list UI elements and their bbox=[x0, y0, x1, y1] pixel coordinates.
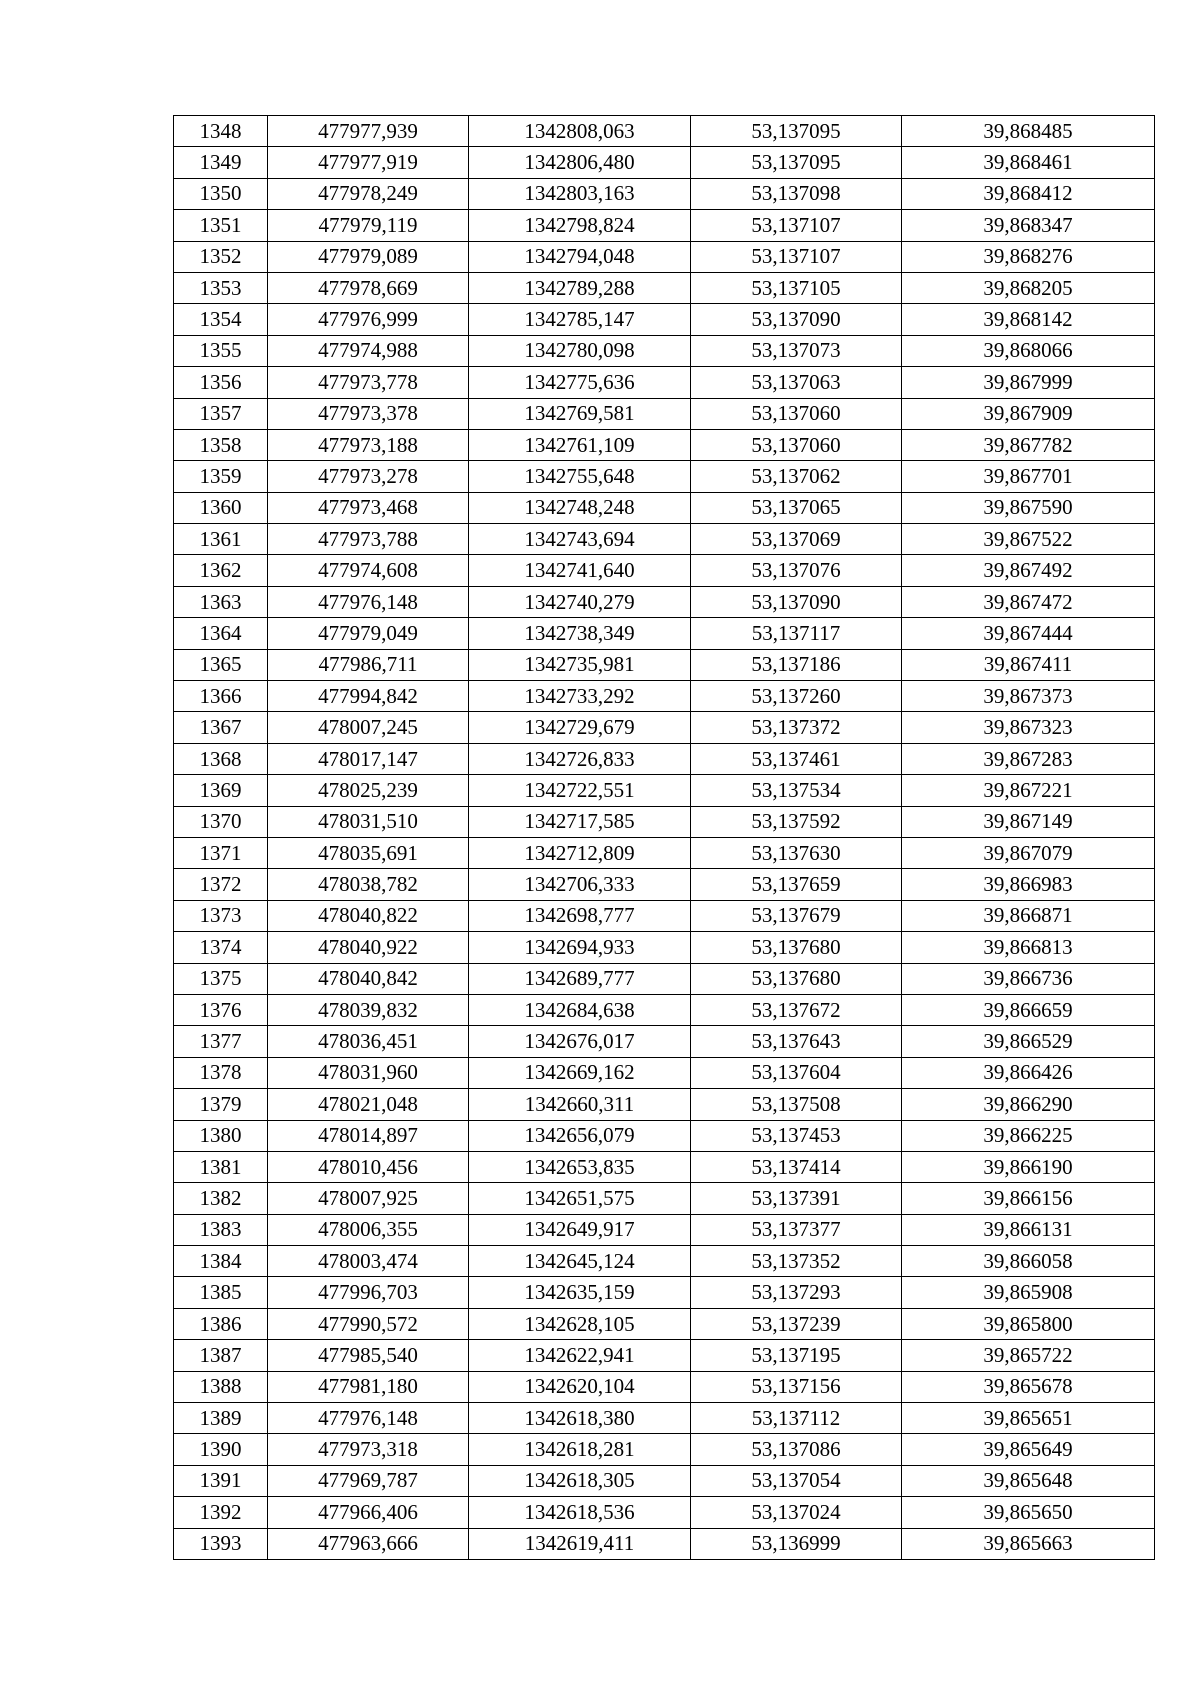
latitude-cell: 53,137062 bbox=[691, 461, 902, 492]
latitude-cell: 53,137095 bbox=[691, 147, 902, 178]
latitude-cell: 53,137107 bbox=[691, 210, 902, 241]
latitude-cell: 53,137024 bbox=[691, 1497, 902, 1528]
point-number-cell: 1369 bbox=[174, 775, 268, 806]
longitude-cell: 39,867323 bbox=[902, 712, 1155, 743]
latitude-cell: 53,137680 bbox=[691, 932, 902, 963]
y-coordinate-cell: 1342794,048 bbox=[469, 241, 691, 272]
y-coordinate-cell: 1342780,098 bbox=[469, 335, 691, 366]
longitude-cell: 39,867411 bbox=[902, 649, 1155, 680]
longitude-cell: 39,868276 bbox=[902, 241, 1155, 272]
x-coordinate-cell: 477973,318 bbox=[268, 1434, 469, 1465]
table-row bbox=[174, 1026, 1155, 1057]
longitude-cell: 39,867079 bbox=[902, 837, 1155, 868]
x-coordinate-cell: 478040,822 bbox=[268, 900, 469, 931]
longitude-cell: 39,866156 bbox=[902, 1183, 1155, 1214]
latitude-cell: 53,137508 bbox=[691, 1089, 902, 1120]
y-coordinate-cell: 1342635,159 bbox=[469, 1277, 691, 1308]
table-row bbox=[174, 837, 1155, 868]
x-coordinate-cell: 477977,919 bbox=[268, 147, 469, 178]
point-number-cell: 1384 bbox=[174, 1246, 268, 1277]
point-number-cell: 1361 bbox=[174, 524, 268, 555]
longitude-cell: 39,866659 bbox=[902, 994, 1155, 1025]
point-number-cell: 1381 bbox=[174, 1151, 268, 1182]
table-row bbox=[174, 304, 1155, 335]
y-coordinate-cell: 1342789,288 bbox=[469, 272, 691, 303]
point-number-cell: 1357 bbox=[174, 398, 268, 429]
point-number-cell: 1377 bbox=[174, 1026, 268, 1057]
point-number-cell: 1372 bbox=[174, 869, 268, 900]
longitude-cell: 39,867590 bbox=[902, 492, 1155, 523]
point-number-cell: 1348 bbox=[174, 116, 268, 147]
x-coordinate-cell: 478017,147 bbox=[268, 743, 469, 774]
table-row bbox=[174, 147, 1155, 178]
table-row bbox=[174, 618, 1155, 649]
point-number-cell: 1385 bbox=[174, 1277, 268, 1308]
longitude-cell: 39,866190 bbox=[902, 1151, 1155, 1182]
latitude-cell: 53,137086 bbox=[691, 1434, 902, 1465]
point-number-cell: 1360 bbox=[174, 492, 268, 523]
x-coordinate-cell: 478007,925 bbox=[268, 1183, 469, 1214]
longitude-cell: 39,867149 bbox=[902, 806, 1155, 837]
table-row bbox=[174, 524, 1155, 555]
longitude-cell: 39,868412 bbox=[902, 178, 1155, 209]
latitude-cell: 53,137073 bbox=[691, 335, 902, 366]
x-coordinate-cell: 478021,048 bbox=[268, 1089, 469, 1120]
point-number-cell: 1370 bbox=[174, 806, 268, 837]
x-coordinate-cell: 477973,788 bbox=[268, 524, 469, 555]
y-coordinate-cell: 1342628,105 bbox=[469, 1308, 691, 1339]
table-row bbox=[174, 1277, 1155, 1308]
x-coordinate-cell: 478035,691 bbox=[268, 837, 469, 868]
x-coordinate-cell: 478036,451 bbox=[268, 1026, 469, 1057]
y-coordinate-cell: 1342706,333 bbox=[469, 869, 691, 900]
table-row bbox=[174, 398, 1155, 429]
x-coordinate-cell: 477979,089 bbox=[268, 241, 469, 272]
latitude-cell: 53,137107 bbox=[691, 241, 902, 272]
longitude-cell: 39,865908 bbox=[902, 1277, 1155, 1308]
x-coordinate-cell: 477973,468 bbox=[268, 492, 469, 523]
longitude-cell: 39,865722 bbox=[902, 1340, 1155, 1371]
x-coordinate-cell: 477976,148 bbox=[268, 1403, 469, 1434]
latitude-cell: 53,137592 bbox=[691, 806, 902, 837]
latitude-cell: 53,137186 bbox=[691, 649, 902, 680]
x-coordinate-cell: 477973,188 bbox=[268, 429, 469, 460]
x-coordinate-cell: 477981,180 bbox=[268, 1371, 469, 1402]
latitude-cell: 53,137293 bbox=[691, 1277, 902, 1308]
latitude-cell: 53,137117 bbox=[691, 618, 902, 649]
table-row bbox=[174, 900, 1155, 931]
table-row bbox=[174, 1465, 1155, 1496]
latitude-cell: 53,137659 bbox=[691, 869, 902, 900]
y-coordinate-cell: 1342722,551 bbox=[469, 775, 691, 806]
table-row bbox=[174, 1528, 1155, 1559]
longitude-cell: 39,867283 bbox=[902, 743, 1155, 774]
table-row bbox=[174, 492, 1155, 523]
latitude-cell: 53,137156 bbox=[691, 1371, 902, 1402]
point-number-cell: 1380 bbox=[174, 1120, 268, 1151]
latitude-cell: 53,137260 bbox=[691, 681, 902, 712]
latitude-cell: 53,137054 bbox=[691, 1465, 902, 1496]
point-number-cell: 1350 bbox=[174, 178, 268, 209]
point-number-cell: 1376 bbox=[174, 994, 268, 1025]
y-coordinate-cell: 1342798,824 bbox=[469, 210, 691, 241]
table-row bbox=[174, 1089, 1155, 1120]
x-coordinate-cell: 477974,988 bbox=[268, 335, 469, 366]
latitude-cell: 53,137643 bbox=[691, 1026, 902, 1057]
table-row bbox=[174, 1340, 1155, 1371]
point-number-cell: 1383 bbox=[174, 1214, 268, 1245]
y-coordinate-cell: 1342775,636 bbox=[469, 367, 691, 398]
point-number-cell: 1378 bbox=[174, 1057, 268, 1088]
x-coordinate-cell: 477976,148 bbox=[268, 586, 469, 617]
point-number-cell: 1393 bbox=[174, 1528, 268, 1559]
point-number-cell: 1363 bbox=[174, 586, 268, 617]
table-row bbox=[174, 461, 1155, 492]
table-row bbox=[174, 272, 1155, 303]
y-coordinate-cell: 1342738,349 bbox=[469, 618, 691, 649]
table-row bbox=[174, 775, 1155, 806]
y-coordinate-cell: 1342645,124 bbox=[469, 1246, 691, 1277]
latitude-cell: 53,137352 bbox=[691, 1246, 902, 1277]
x-coordinate-cell: 477969,787 bbox=[268, 1465, 469, 1496]
table-row bbox=[174, 1057, 1155, 1088]
latitude-cell: 53,137377 bbox=[691, 1214, 902, 1245]
y-coordinate-cell: 1342689,777 bbox=[469, 963, 691, 994]
latitude-cell: 53,136999 bbox=[691, 1528, 902, 1559]
table-row bbox=[174, 555, 1155, 586]
table-row bbox=[174, 586, 1155, 617]
point-number-cell: 1386 bbox=[174, 1308, 268, 1339]
longitude-cell: 39,867472 bbox=[902, 586, 1155, 617]
latitude-cell: 53,137680 bbox=[691, 963, 902, 994]
y-coordinate-cell: 1342712,809 bbox=[469, 837, 691, 868]
table-row bbox=[174, 806, 1155, 837]
longitude-cell: 39,867522 bbox=[902, 524, 1155, 555]
point-number-cell: 1391 bbox=[174, 1465, 268, 1496]
point-number-cell: 1390 bbox=[174, 1434, 268, 1465]
point-number-cell: 1365 bbox=[174, 649, 268, 680]
y-coordinate-cell: 1342618,281 bbox=[469, 1434, 691, 1465]
point-number-cell: 1379 bbox=[174, 1089, 268, 1120]
point-number-cell: 1373 bbox=[174, 900, 268, 931]
y-coordinate-cell: 1342741,640 bbox=[469, 555, 691, 586]
longitude-cell: 39,865663 bbox=[902, 1528, 1155, 1559]
longitude-cell: 39,865678 bbox=[902, 1371, 1155, 1402]
latitude-cell: 53,137604 bbox=[691, 1057, 902, 1088]
y-coordinate-cell: 1342618,536 bbox=[469, 1497, 691, 1528]
x-coordinate-cell: 477994,842 bbox=[268, 681, 469, 712]
y-coordinate-cell: 1342649,917 bbox=[469, 1214, 691, 1245]
x-coordinate-cell: 477974,608 bbox=[268, 555, 469, 586]
point-number-cell: 1374 bbox=[174, 932, 268, 963]
table-row bbox=[174, 1434, 1155, 1465]
y-coordinate-cell: 1342806,480 bbox=[469, 147, 691, 178]
table-row bbox=[174, 1371, 1155, 1402]
x-coordinate-cell: 477979,049 bbox=[268, 618, 469, 649]
point-number-cell: 1358 bbox=[174, 429, 268, 460]
point-number-cell: 1349 bbox=[174, 147, 268, 178]
table-row bbox=[174, 116, 1155, 147]
latitude-cell: 53,137453 bbox=[691, 1120, 902, 1151]
x-coordinate-cell: 477966,406 bbox=[268, 1497, 469, 1528]
latitude-cell: 53,137098 bbox=[691, 178, 902, 209]
table-row bbox=[174, 743, 1155, 774]
y-coordinate-cell: 1342740,279 bbox=[469, 586, 691, 617]
latitude-cell: 53,137060 bbox=[691, 429, 902, 460]
table-row bbox=[174, 932, 1155, 963]
latitude-cell: 53,137105 bbox=[691, 272, 902, 303]
table-row bbox=[174, 1120, 1155, 1151]
y-coordinate-cell: 1342785,147 bbox=[469, 304, 691, 335]
longitude-cell: 39,866426 bbox=[902, 1057, 1155, 1088]
y-coordinate-cell: 1342618,305 bbox=[469, 1465, 691, 1496]
latitude-cell: 53,137534 bbox=[691, 775, 902, 806]
x-coordinate-cell: 477996,703 bbox=[268, 1277, 469, 1308]
latitude-cell: 53,137112 bbox=[691, 1403, 902, 1434]
longitude-cell: 39,865649 bbox=[902, 1434, 1155, 1465]
latitude-cell: 53,137090 bbox=[691, 304, 902, 335]
longitude-cell: 39,866225 bbox=[902, 1120, 1155, 1151]
x-coordinate-cell: 478040,842 bbox=[268, 963, 469, 994]
longitude-cell: 39,866290 bbox=[902, 1089, 1155, 1120]
table-row bbox=[174, 178, 1155, 209]
y-coordinate-cell: 1342669,162 bbox=[469, 1057, 691, 1088]
table-row bbox=[174, 210, 1155, 241]
longitude-cell: 39,866058 bbox=[902, 1246, 1155, 1277]
y-coordinate-cell: 1342729,679 bbox=[469, 712, 691, 743]
table-row bbox=[174, 1214, 1155, 1245]
latitude-cell: 53,137372 bbox=[691, 712, 902, 743]
table-row bbox=[174, 994, 1155, 1025]
longitude-cell: 39,866736 bbox=[902, 963, 1155, 994]
point-number-cell: 1356 bbox=[174, 367, 268, 398]
latitude-cell: 53,137239 bbox=[691, 1308, 902, 1339]
x-coordinate-cell: 478031,960 bbox=[268, 1057, 469, 1088]
latitude-cell: 53,137414 bbox=[691, 1151, 902, 1182]
longitude-cell: 39,867221 bbox=[902, 775, 1155, 806]
y-coordinate-cell: 1342755,648 bbox=[469, 461, 691, 492]
longitude-cell: 39,868205 bbox=[902, 272, 1155, 303]
table-row bbox=[174, 1403, 1155, 1434]
x-coordinate-cell: 477973,378 bbox=[268, 398, 469, 429]
x-coordinate-cell: 478010,456 bbox=[268, 1151, 469, 1182]
y-coordinate-cell: 1342733,292 bbox=[469, 681, 691, 712]
latitude-cell: 53,137063 bbox=[691, 367, 902, 398]
point-number-cell: 1364 bbox=[174, 618, 268, 649]
point-number-cell: 1392 bbox=[174, 1497, 268, 1528]
y-coordinate-cell: 1342684,638 bbox=[469, 994, 691, 1025]
longitude-cell: 39,866871 bbox=[902, 900, 1155, 931]
y-coordinate-cell: 1342761,109 bbox=[469, 429, 691, 460]
x-coordinate-cell: 477990,572 bbox=[268, 1308, 469, 1339]
latitude-cell: 53,137195 bbox=[691, 1340, 902, 1371]
longitude-cell: 39,866529 bbox=[902, 1026, 1155, 1057]
longitude-cell: 39,867909 bbox=[902, 398, 1155, 429]
latitude-cell: 53,137461 bbox=[691, 743, 902, 774]
table-row bbox=[174, 1246, 1155, 1277]
x-coordinate-cell: 477963,666 bbox=[268, 1528, 469, 1559]
longitude-cell: 39,866131 bbox=[902, 1214, 1155, 1245]
table-row bbox=[174, 241, 1155, 272]
table-row bbox=[174, 712, 1155, 743]
y-coordinate-cell: 1342808,063 bbox=[469, 116, 691, 147]
point-number-cell: 1388 bbox=[174, 1371, 268, 1402]
latitude-cell: 53,137679 bbox=[691, 900, 902, 931]
table-row bbox=[174, 649, 1155, 680]
x-coordinate-cell: 477973,778 bbox=[268, 367, 469, 398]
latitude-cell: 53,137630 bbox=[691, 837, 902, 868]
longitude-cell: 39,868485 bbox=[902, 116, 1155, 147]
latitude-cell: 53,137076 bbox=[691, 555, 902, 586]
table-row bbox=[174, 869, 1155, 900]
table-row bbox=[174, 1151, 1155, 1182]
longitude-cell: 39,867444 bbox=[902, 618, 1155, 649]
y-coordinate-cell: 1342726,833 bbox=[469, 743, 691, 774]
longitude-cell: 39,868066 bbox=[902, 335, 1155, 366]
point-number-cell: 1352 bbox=[174, 241, 268, 272]
point-number-cell: 1366 bbox=[174, 681, 268, 712]
point-number-cell: 1368 bbox=[174, 743, 268, 774]
x-coordinate-cell: 477978,249 bbox=[268, 178, 469, 209]
y-coordinate-cell: 1342676,017 bbox=[469, 1026, 691, 1057]
y-coordinate-cell: 1342660,311 bbox=[469, 1089, 691, 1120]
point-number-cell: 1382 bbox=[174, 1183, 268, 1214]
longitude-cell: 39,867492 bbox=[902, 555, 1155, 586]
table-row bbox=[174, 429, 1155, 460]
x-coordinate-cell: 477978,669 bbox=[268, 272, 469, 303]
longitude-cell: 39,868347 bbox=[902, 210, 1155, 241]
coordinates-table-body bbox=[174, 116, 1155, 1560]
longitude-cell: 39,867701 bbox=[902, 461, 1155, 492]
x-coordinate-cell: 477986,711 bbox=[268, 649, 469, 680]
longitude-cell: 39,865651 bbox=[902, 1403, 1155, 1434]
longitude-cell: 39,868142 bbox=[902, 304, 1155, 335]
y-coordinate-cell: 1342735,981 bbox=[469, 649, 691, 680]
x-coordinate-cell: 477977,939 bbox=[268, 116, 469, 147]
y-coordinate-cell: 1342653,835 bbox=[469, 1151, 691, 1182]
y-coordinate-cell: 1342619,411 bbox=[469, 1528, 691, 1559]
table-row bbox=[174, 367, 1155, 398]
latitude-cell: 53,137095 bbox=[691, 116, 902, 147]
longitude-cell: 39,868461 bbox=[902, 147, 1155, 178]
y-coordinate-cell: 1342694,933 bbox=[469, 932, 691, 963]
latitude-cell: 53,137391 bbox=[691, 1183, 902, 1214]
x-coordinate-cell: 477979,119 bbox=[268, 210, 469, 241]
point-number-cell: 1371 bbox=[174, 837, 268, 868]
y-coordinate-cell: 1342743,694 bbox=[469, 524, 691, 555]
table-row bbox=[174, 1308, 1155, 1339]
latitude-cell: 53,137090 bbox=[691, 586, 902, 617]
longitude-cell: 39,867782 bbox=[902, 429, 1155, 460]
table-row bbox=[174, 681, 1155, 712]
y-coordinate-cell: 1342769,581 bbox=[469, 398, 691, 429]
point-number-cell: 1351 bbox=[174, 210, 268, 241]
point-number-cell: 1375 bbox=[174, 963, 268, 994]
latitude-cell: 53,137069 bbox=[691, 524, 902, 555]
latitude-cell: 53,137065 bbox=[691, 492, 902, 523]
point-number-cell: 1389 bbox=[174, 1403, 268, 1434]
x-coordinate-cell: 478006,355 bbox=[268, 1214, 469, 1245]
longitude-cell: 39,866983 bbox=[902, 869, 1155, 900]
longitude-cell: 39,865648 bbox=[902, 1465, 1155, 1496]
longitude-cell: 39,867999 bbox=[902, 367, 1155, 398]
point-number-cell: 1367 bbox=[174, 712, 268, 743]
x-coordinate-cell: 478039,832 bbox=[268, 994, 469, 1025]
x-coordinate-cell: 478025,239 bbox=[268, 775, 469, 806]
x-coordinate-cell: 477976,999 bbox=[268, 304, 469, 335]
point-number-cell: 1387 bbox=[174, 1340, 268, 1371]
longitude-cell: 39,867373 bbox=[902, 681, 1155, 712]
point-number-cell: 1353 bbox=[174, 272, 268, 303]
x-coordinate-cell: 478003,474 bbox=[268, 1246, 469, 1277]
y-coordinate-cell: 1342803,163 bbox=[469, 178, 691, 209]
y-coordinate-cell: 1342620,104 bbox=[469, 1371, 691, 1402]
point-number-cell: 1354 bbox=[174, 304, 268, 335]
latitude-cell: 53,137672 bbox=[691, 994, 902, 1025]
x-coordinate-cell: 478040,922 bbox=[268, 932, 469, 963]
y-coordinate-cell: 1342656,079 bbox=[469, 1120, 691, 1151]
y-coordinate-cell: 1342748,248 bbox=[469, 492, 691, 523]
point-number-cell: 1355 bbox=[174, 335, 268, 366]
point-number-cell: 1359 bbox=[174, 461, 268, 492]
x-coordinate-cell: 478007,245 bbox=[268, 712, 469, 743]
coordinates-table bbox=[173, 115, 1155, 1560]
x-coordinate-cell: 478038,782 bbox=[268, 869, 469, 900]
x-coordinate-cell: 477973,278 bbox=[268, 461, 469, 492]
point-number-cell: 1362 bbox=[174, 555, 268, 586]
x-coordinate-cell: 477985,540 bbox=[268, 1340, 469, 1371]
longitude-cell: 39,865800 bbox=[902, 1308, 1155, 1339]
y-coordinate-cell: 1342622,941 bbox=[469, 1340, 691, 1371]
table-row bbox=[174, 963, 1155, 994]
y-coordinate-cell: 1342618,380 bbox=[469, 1403, 691, 1434]
y-coordinate-cell: 1342698,777 bbox=[469, 900, 691, 931]
x-coordinate-cell: 478031,510 bbox=[268, 806, 469, 837]
y-coordinate-cell: 1342717,585 bbox=[469, 806, 691, 837]
table-row bbox=[174, 1497, 1155, 1528]
latitude-cell: 53,137060 bbox=[691, 398, 902, 429]
longitude-cell: 39,866813 bbox=[902, 932, 1155, 963]
table-row bbox=[174, 1183, 1155, 1214]
x-coordinate-cell: 478014,897 bbox=[268, 1120, 469, 1151]
y-coordinate-cell: 1342651,575 bbox=[469, 1183, 691, 1214]
table-row bbox=[174, 335, 1155, 366]
longitude-cell: 39,865650 bbox=[902, 1497, 1155, 1528]
